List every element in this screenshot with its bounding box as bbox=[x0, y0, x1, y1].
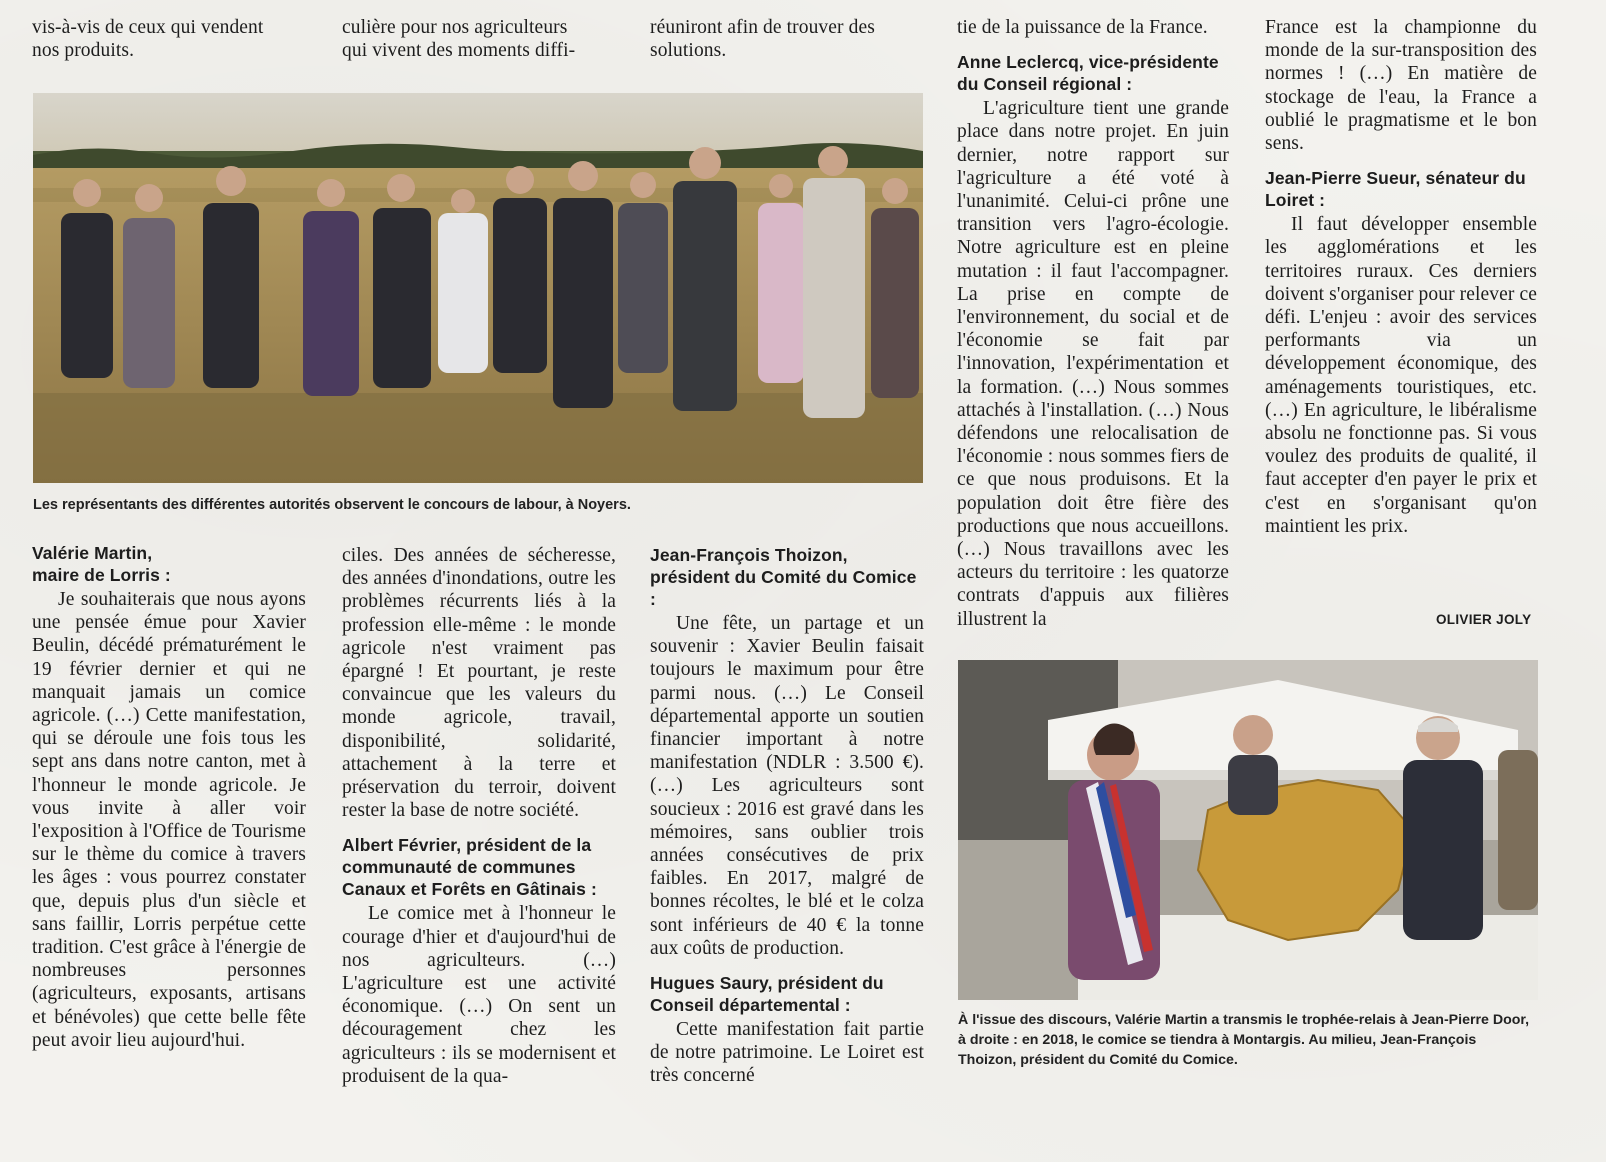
col2-top-line1: culière pour nos agriculteurs bbox=[342, 17, 568, 38]
col1-top bbox=[32, 16, 304, 62]
col4-speaker: Anne Leclercq, vice-présidente du Conseil régional : bbox=[957, 52, 1219, 95]
col2-bottom bbox=[342, 544, 616, 1088]
col1-bottom bbox=[32, 542, 306, 1052]
photo-officials-illustration bbox=[33, 93, 923, 483]
photo-trophy-illustration bbox=[958, 660, 1538, 1000]
col2-quote-2: Le comice met à l'honneur le courage d'hier et d'aujourd'hui de nos agriculteurs. (…) L'agriculture est une activité économique. (…) On sent un découragement chez les agriculteurs : ils se modernisent et produisent de la qua- bbox=[342, 903, 616, 1087]
photo2-caption: À l'issue des discours, Valérie Martin a transmis le trophée-relais à Jean-Pierre Door, à droite : en 2018, le comice se tiendra à Montargis. Au milieu, Jean-François Thoizon, président du Comité du Comice. bbox=[958, 1012, 1530, 1068]
col3-speaker-2: Hugues Saury, président du Conseil départemental : bbox=[650, 973, 884, 1016]
col1-speaker-line2: maire de Lorris : bbox=[32, 565, 171, 585]
col3-quote-2: Cette manifestation fait partie de notre patrimoine. Le Loiret est très concerné bbox=[650, 1019, 924, 1087]
col4-intro: tie de la puissance de la France. bbox=[957, 17, 1208, 38]
col2-speaker: Albert Février, président de la communauté de communes Canaux et Forêts en Gâtinais : bbox=[342, 835, 597, 900]
col1-speaker-line1: Valérie Martin, bbox=[32, 543, 153, 563]
photo-officials-field bbox=[33, 93, 923, 483]
photo1-caption: Les représentants des différentes autorités observent le concours de labour, à Noyers. bbox=[33, 497, 631, 513]
col3-speaker: Jean-François Thoizon, président du Comité du Comice : bbox=[650, 545, 917, 609]
col1-top-line2: nos produits. bbox=[32, 40, 135, 62]
photo-credit: OLIVIER JOLY bbox=[1436, 612, 1532, 627]
col1-quote: Je souhaiterais que nous ayons une pensée émue pour Xavier Beulin, décédé prématurément le 19 février dernier et qui ne manquait jamais un comice agricole. (…) Cette manifestation, qui se déroule une fois tous les sept ans dans notre canton, met à l'honneur le monde agricole. Je vous invite à aller voir l'exposition à l'Office de Tourisme sur le thème du comice à travers les âges : vous pourrez constater que, depuis plus d'un siècle et sans faillir, Lorris perpétue cette tradition. C'est grâce à l'énergie de nombreuses personnes (agriculteurs, exposants, artisans et bénévoles) que cette belle fête peut avoir lieu aujourd'hui. bbox=[32, 589, 306, 1051]
col2-quote: ciles. Des années de sécheresse, des années d'inondations, outre les problèmes récurrents liés à la profession elle-même : le monde agricole n'est vraiment pas épargné ! Et pourtant, je reste convaincue que les valeurs du monde agricole, travail, disponibilité, solidarité, attachement à la terre et préservation du terroir, doivent rester la base de notre société. bbox=[342, 545, 616, 822]
photo-trophy-handover bbox=[958, 660, 1538, 1000]
col5-speaker: Jean-Pierre Sueur, sénateur du Loiret : bbox=[1265, 168, 1526, 211]
col1-top-line1: vis-à-vis de ceux qui vendent bbox=[32, 17, 264, 38]
col3-bottom bbox=[650, 544, 924, 1088]
col5-intro: France est la championne du monde de la sur-transposition des normes ! (…) En matière de stockage de l'eau, la France a oublié le pragmatisme et le bon sens. bbox=[1265, 17, 1537, 155]
col3-top bbox=[650, 16, 922, 62]
col3-top-line1: réuniront afin de trouver des bbox=[650, 17, 875, 38]
col3-quote: Une fête, un partage et un souvenir : Xavier Beulin faisait toujours le maximum pour être parmi nous. (…) Le Conseil départemental apporte un soutien financier important à notre manifestation (NDLR : 3.500 €). (…) Les agriculteurs sont soucieux : 2016 est gravé dans les mémoires, sans oublier trois années consécutives de prix faibles. En 2017, malgré de bonnes récoltes, le blé et le colza sont inférieurs de 40 € la tonne aux coûts de production. bbox=[650, 613, 924, 959]
col4-quote: L'agriculture tient une grande place dans notre projet. En juin dernier, notre rapport sur l'agriculture a été voté à l'unanimité. Celui-ci prône une transition vers l'agro-écologie. Notre agriculture est en pleine mutation : il faut l'accompagner. La prise en compte de l'environnement, du social et de l'économie se fait par l'innovation, l'expérimentation et la formation. (…) Nous sommes attachés à l'installation. (…) Nous défendons une relocalisation de l'économie : nous sommes fiers de ce que nous produisons. Et la population doit être fière des productions que nous accueillons. (…) Nous travaillons avec les acteurs du territoire : les quatorze contrats d'appuis aux filières illustrent la bbox=[957, 98, 1229, 630]
col2-top-line2: qui vivent des moments diffi- bbox=[342, 40, 576, 62]
col2-top bbox=[342, 16, 614, 62]
col3-top-line2: solutions. bbox=[650, 40, 727, 62]
col5 bbox=[1265, 16, 1537, 538]
col5-quote: Il faut développer ensemble les agglomérations et les territoires ruraux. Ces derniers doivent s'organiser pour relever ce défi. L'enjeu : avoir des services performants via un développement économique, des aménagements touristiques, etc. (…) En agriculture, le libéralisme absolu ne fonctionne pas. Si vous voulez des produits de qualité, il faut accepter d'en payer le prix et c'est en s'organisant qu'on maintient les prix. bbox=[1265, 214, 1537, 537]
col4 bbox=[957, 16, 1229, 631]
